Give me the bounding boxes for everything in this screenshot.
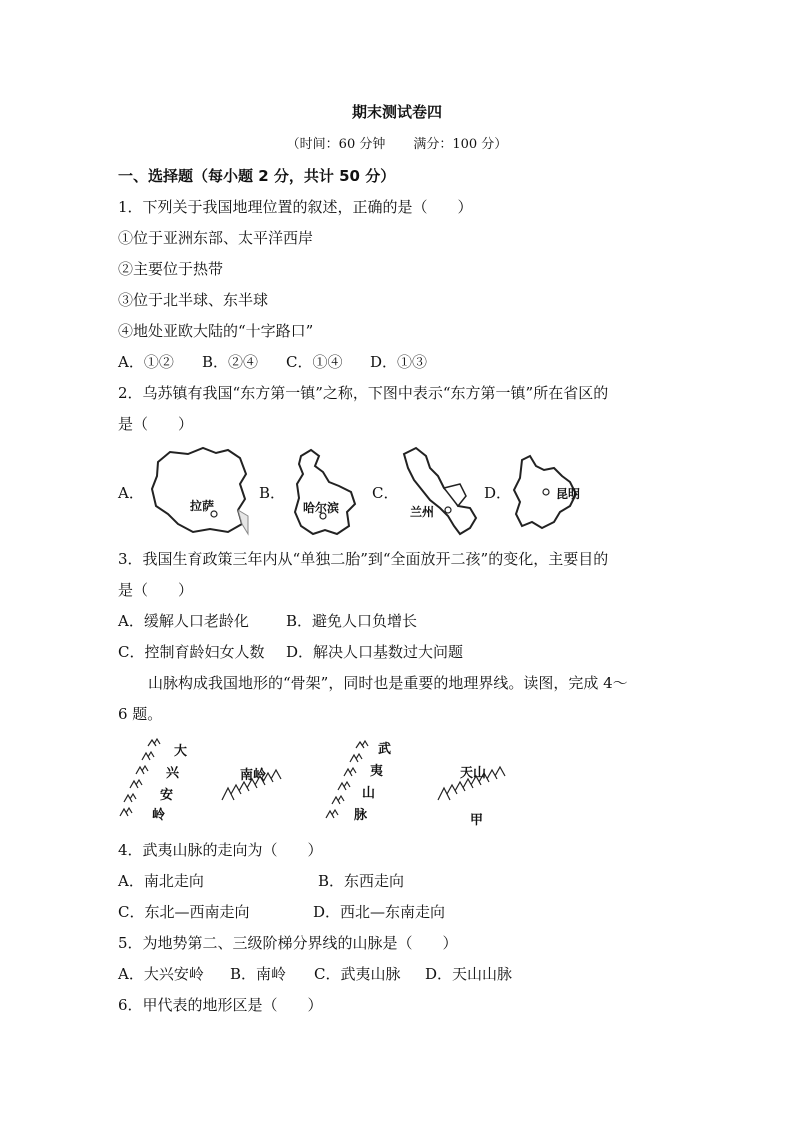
map-tibet [148, 444, 253, 539]
label-an: 安 [160, 788, 174, 803]
question-1-option-a: A．①② [118, 353, 174, 371]
label-ling: 岭 [152, 808, 166, 823]
label-nanling: 南岭 [240, 768, 267, 783]
question-4-option-a: A．南北走向 [118, 872, 204, 890]
map-label-lanzhou: 兰州 [410, 505, 435, 519]
question-1-item-1: ①位于亚洲东部、太平洋西岸 [118, 229, 314, 247]
label-jia: 甲 [470, 813, 484, 828]
page-title: 期末测试卷四 [351, 103, 442, 121]
figure-daxinganling [118, 732, 193, 822]
exam-info [0, 133, 794, 152]
question-2-option-d: D． [484, 484, 512, 502]
section-heading: 一、选择题（每小题 2 分，共计 50 分） [118, 167, 396, 185]
question-3-stem: 3．我国生育政策三年内从“单独二胎”到“全面放开二孩”的变化，主要目的 [118, 550, 609, 568]
map-label-harbin: 哈尔滨 [303, 501, 340, 515]
question-2-option-a: A． [118, 484, 144, 502]
map-yunnan [510, 452, 590, 532]
question-5-option-b: B．南岭 [230, 965, 287, 983]
total-score: 满分：100 分） [413, 137, 508, 152]
label-shan: 山 [362, 786, 376, 801]
reading-intro: 山脉构成我国地形的“骨架”，同时也是重要的地理界线。读图，完成 4～ [148, 674, 628, 692]
question-2-option-b: B． [259, 484, 286, 502]
question-1-item-4: ④地处亚欧大陆的“十字路口” [118, 322, 314, 340]
question-2-stem-cont: 是（ ） [118, 415, 194, 433]
question-3-option-d: D．解决人口基数过大问题 [286, 643, 464, 661]
question-1-item-3: ③位于北半球、东半球 [118, 291, 269, 309]
label-da: 大 [174, 744, 188, 759]
question-2-stem: 2．乌苏镇有我国“东方第一镇”之称，下图中表示“东方第一镇”所在省区的 [118, 384, 609, 402]
label-wu: 武 [378, 742, 392, 757]
question-1-item-2: ②主要位于热带 [118, 260, 224, 278]
map-label-kunming: 昆明 [556, 487, 581, 501]
question-1-option-c: C．①④ [286, 353, 343, 371]
figure-wuyishan [322, 734, 397, 824]
question-4-option-d: D．西北—东南走向 [313, 903, 446, 921]
question-1-option-b: B．②④ [202, 353, 259, 371]
question-6-stem: 6．甲代表的地形区是（ ） [118, 996, 323, 1014]
figure-nanling [218, 758, 298, 804]
question-4-stem: 4．武夷山脉的走向为（ ） [118, 841, 323, 859]
question-5-stem: 5．为地势第二、三级阶梯分界线的山脉是（ ） [118, 934, 458, 952]
question-1-option-d: D．①③ [370, 353, 428, 371]
map-gansu [400, 444, 480, 540]
question-3-option-c: C．控制育龄妇女人数 [118, 643, 265, 661]
question-4-option-b: B．东西走向 [318, 872, 405, 890]
map-heilongjiang [289, 446, 359, 538]
question-2-option-c: C． [372, 484, 399, 502]
figure-tianshan [434, 758, 524, 828]
reading-intro-cont: 6 题。 [118, 705, 163, 723]
question-3-option-b: B．避免人口负增长 [286, 612, 418, 630]
question-3-option-a: A．缓解人口老龄化 [118, 612, 249, 630]
question-5-option-a: A．大兴安岭 [118, 965, 204, 983]
question-4-option-c: C．东北—西南走向 [118, 903, 250, 921]
question-3-stem-cont: 是（ ） [118, 581, 194, 599]
question-1-stem: 1．下列关于我国地理位置的叙述，正确的是（ ） [118, 198, 473, 216]
label-yi: 夷 [370, 764, 384, 779]
label-mai: 脉 [354, 808, 368, 823]
time-limit: （时间：60 分钟 [286, 137, 386, 152]
question-5-option-d: D．天山山脉 [425, 965, 513, 983]
label-xing: 兴 [166, 766, 180, 781]
map-label-lhasa: 拉萨 [190, 499, 215, 513]
label-tianshan: 天山 [460, 766, 487, 781]
question-5-option-c: C．武夷山脉 [314, 965, 401, 983]
